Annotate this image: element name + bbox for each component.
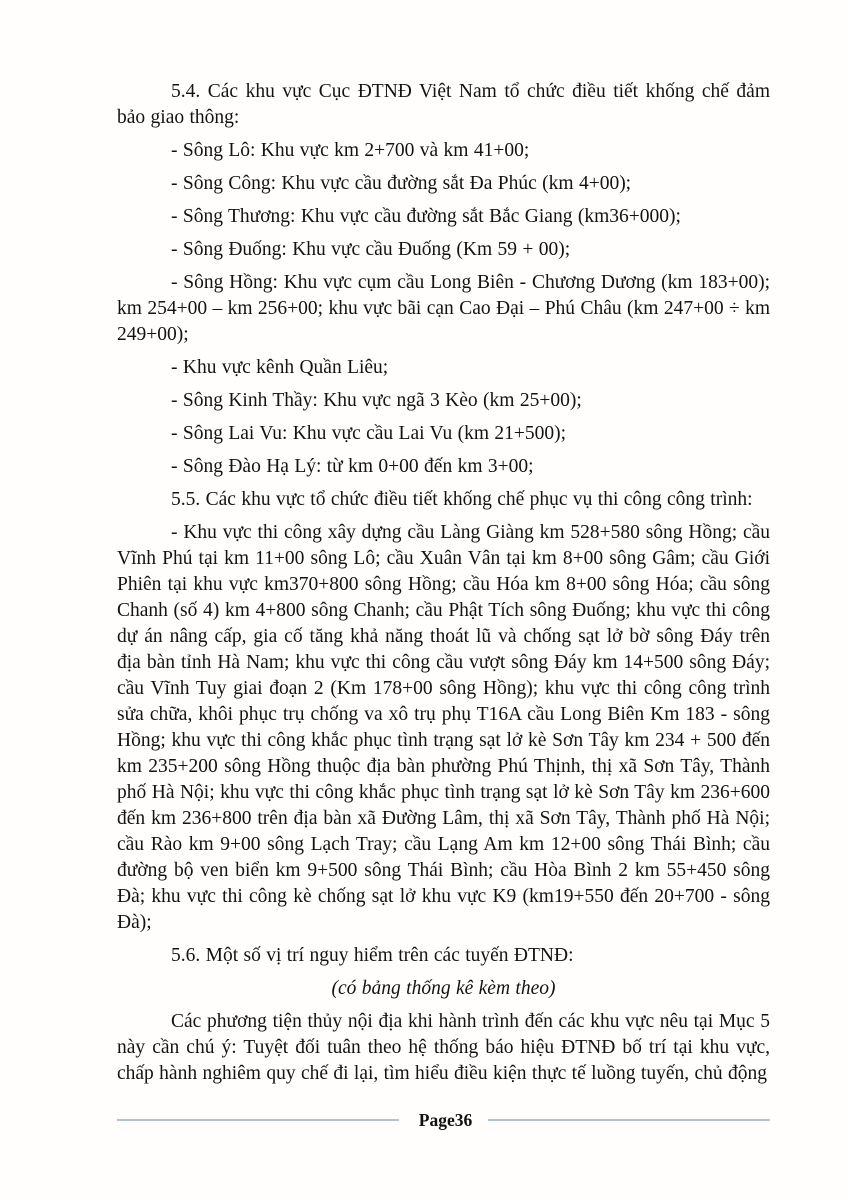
list-item-song-hong: - Sông Hồng: Khu vực cụm cầu Long Biên - Chương Dương (km 183+00); km 254+00 – km 256+00; khu vực bãi cạn Cao Đại – Phú Châu (km 247+00 ÷ km 249+00);: [117, 272, 770, 345]
page-number: Page36: [418, 1110, 473, 1130]
list-item-song-duong: - Sông Đuống: Khu vực cầu Đuống (Km 59 + 00);: [171, 239, 571, 260]
section-5-6-heading: 5.6. Một số vị trí nguy hiểm trên các tuyến ĐTNĐ:: [171, 945, 574, 966]
attachment-note: (có bảng thống kê kèm theo): [331, 978, 556, 999]
footer-rule-right: [488, 1119, 770, 1121]
list-item-song-cong: - Sông Công: Khu vực cầu đường sắt Đa Phúc (km 4+00);: [171, 173, 632, 194]
page-body: [117, 79, 770, 1094]
list-item-song-thuong: - Sông Thương: Khu vực cầu đường sắt Bắc Giang (km36+000);: [171, 206, 681, 227]
list-item-song-kinh-thay: - Sông Kinh Thầy: Khu vực ngã 3 Kèo (km 25+00);: [171, 390, 582, 411]
closing-paragraph: Các phương tiện thủy nội địa khi hành trình đến các khu vực nêu tại Mục 5 này cần chú ý: Tuyệt đối tuân theo hệ thống báo hiệu ĐTNĐ bố trí tại khu vực, chấp hành nghiêm quy chế đi lại, tìm hiểu điều kiện thực tế luồng tuyến, chủ động: [117, 1011, 770, 1084]
list-item-song-dao-ha-ly: - Sông Đào Hạ Lý: từ km 0+00 đến km 3+00;: [171, 456, 534, 477]
footer-rule-left: [117, 1119, 399, 1121]
section-5-5-body: - Khu vực thi công xây dựng cầu Làng Giàng km 528+580 sông Hồng; cầu Vĩnh Phú tại km 11+00 sông Lô; cầu Xuân Vân tại km 8+00 sông Gâm; cầu Giới Phiên tại khu vực km370+800 sông Hồng; cầu Hóa km 8+00 sông Hóa; cầu sông Chanh (số 4) km 4+800 sông Chanh; cầu Phật Tích sông Đuống; khu vực thi công dự án nâng cấp, gia cố tăng khả năng thoát lũ và chống sạt lở bờ sông Đáy trên địa bàn tỉnh Hà Nam; khu vực thi công cầu vượt sông Đáy km 14+500 sông Đáy; cầu Vĩnh Tuy giai đoạn 2 (Km 178+00 sông Hồng); khu vực thi công công trình sửa chữa, khôi phục trụ chống va xô trụ phụ T16A cầu Long Biên Km 183 - sông Hồng; khu vực thi công khắc phục tình trạng sạt lở kè Sơn Tây km 234 + 500 đến km 235+200 sông Hồng thuộc địa bàn phường Phú Thịnh, thị xã Sơn Tây, Thành phố Hà Nội; khu vực thi công khắc phục tình trạng sạt lở kè Sơn Tây km 236+600 đến km 236+800 trên địa bàn xã Đường Lâm, thị xã Sơn Tây, Thành phố Hà Nội; cầu Rào km 9+00 sông Lạch Tray; cầu Lạng Am km 12+00 sông Thái Bình; cầu đường bộ ven biển km 9+500 sông Thái Bình; cầu Hòa Bình 2 km 55+450 sông Đà; khu vực thi công kè chống sạt lở khu vực K9 (km19+550 đến 20+700 - sông Đà);: [117, 522, 770, 933]
list-item-song-lo: - Sông Lô: Khu vực km 2+700 và km 41+00;: [171, 140, 530, 161]
list-item-kenh-quan-lieu: - Khu vực kênh Quần Liêu;: [171, 357, 389, 378]
section-5-4-heading: 5.4. Các khu vực Cục ĐTNĐ Việt Nam tổ chức điều tiết khống chế đảm bảo giao thông:: [117, 81, 770, 128]
page-footer: [117, 1107, 770, 1133]
section-5-5-heading: 5.5. Các khu vực tổ chức điều tiết khống chế phục vụ thi công công trình:: [171, 489, 753, 510]
list-item-song-lai-vu: - Sông Lai Vu: Khu vực cầu Lai Vu (km 21+500);: [171, 423, 567, 444]
